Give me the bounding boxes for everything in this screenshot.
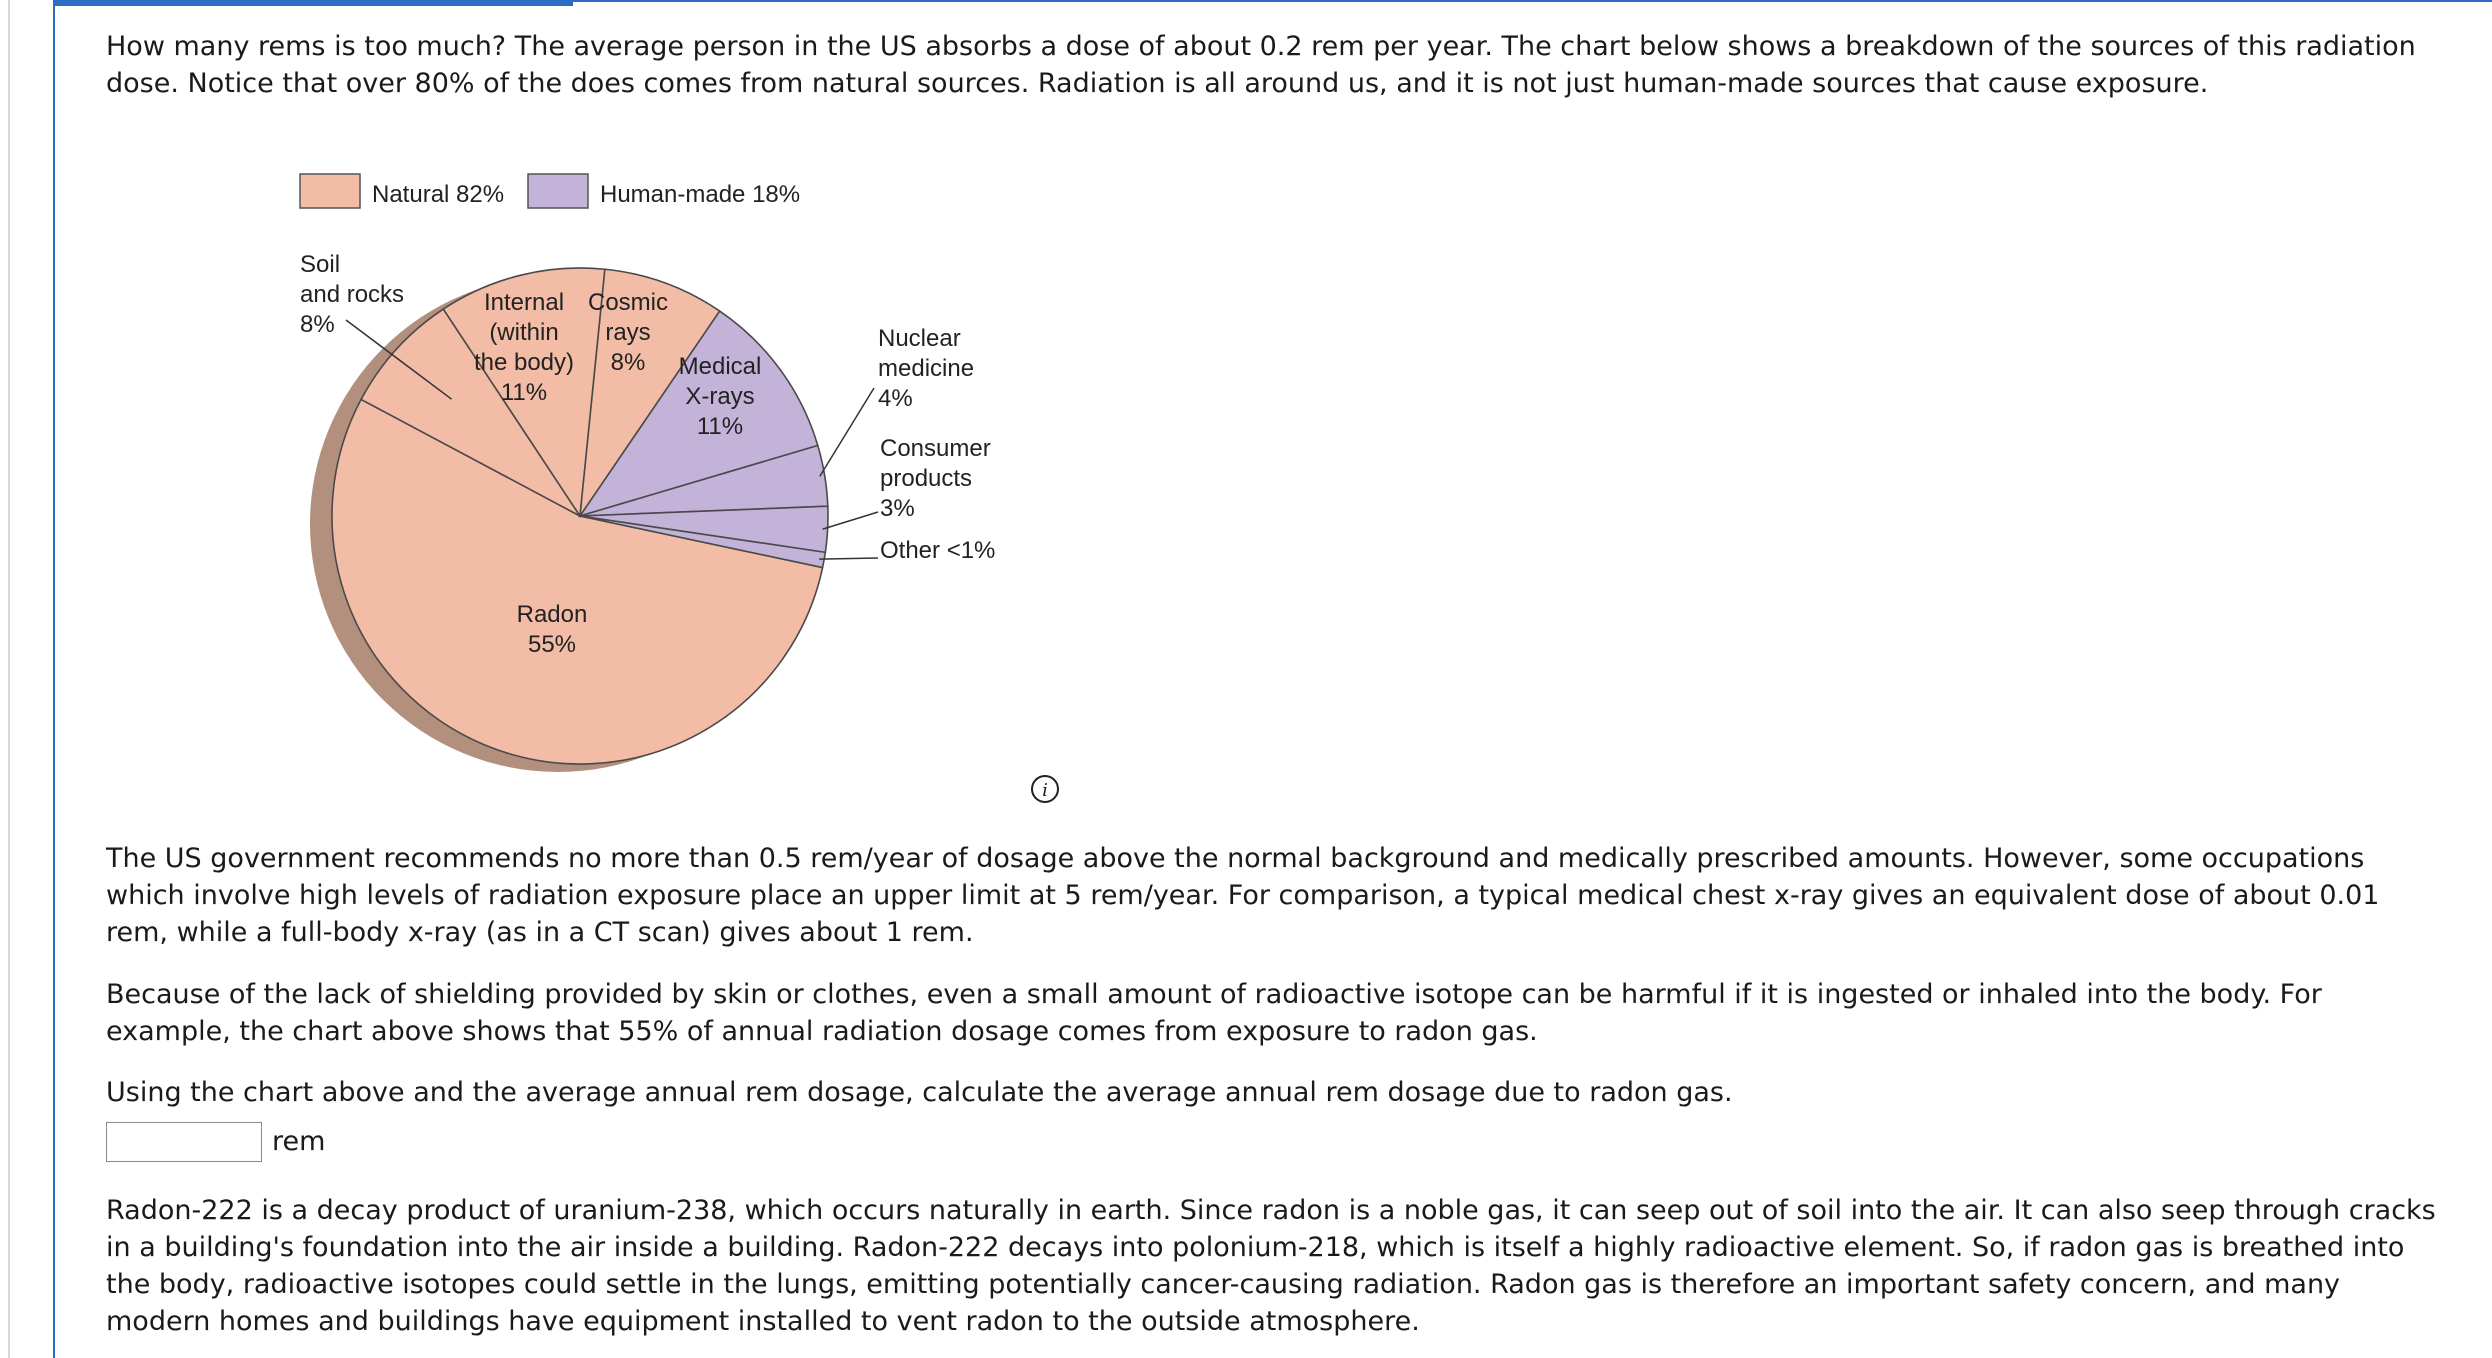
radiation-sources-pie-chart xyxy=(280,160,1040,800)
slice-label-cosmic: Cosmic rays 8% xyxy=(587,289,669,376)
answer-unit-label: rem xyxy=(272,1126,326,1157)
legend-swatch-human_made xyxy=(528,174,588,208)
slice-label-other: Other <1% xyxy=(880,537,996,564)
slice-label-nuclear: Nuclear medicine 4% xyxy=(878,325,975,412)
slice-label-internal: Internal (within the body) 11% xyxy=(473,289,575,406)
slice-label-soil: Soil and rocks 8% xyxy=(300,251,405,338)
leader-line-other xyxy=(819,558,878,559)
leader-line-nuclear xyxy=(820,388,874,476)
progress-accent-bar xyxy=(53,0,573,6)
legend-swatch-natural xyxy=(300,174,360,208)
radon-info-paragraph: Radon-222 is a decay product of uranium-238, which occurs naturally in earth. Since radon is a noble gas, it can seep out of soil into the air. It can also seep through cracks in a building's foundation into the air inside a building. Radon-222 decays into polonium-218, which is itself a highly radioactive element. So, if radon gas is breathed into the body, radioactive isotopes could settle in the lungs, emitting potentially cancer-causing radiation. Radon gas is therefore an important safety concern, and many modern homes and buildings have equipment installed to vent radon to the outside atmosphere. xyxy=(106,1195,2436,1337)
info-icon[interactable] xyxy=(1030,774,1060,804)
question-prompt: Using the chart above and the average annual rem dosage, calculate the average annual rem dosage due to radon gas. xyxy=(106,1077,1733,1108)
legend-label-human_made: Human-made 18% xyxy=(600,181,801,208)
leader-line-consumer xyxy=(823,512,878,529)
slice-label-consumer: Consumer products 3% xyxy=(880,435,991,522)
slice-label-radon: Radon 55% xyxy=(516,601,588,658)
svg-text:i: i xyxy=(1042,780,1048,801)
shielding-paragraph: Because of the lack of shielding provided by skin or clothes, even a small amount of radioactive isotope can be harmful if it is ingested or inhaled into the body. For example, the chart above shows that 55% of annual radiation dosage comes from exposure to radon gas. xyxy=(106,979,2322,1047)
slice-label-xrays: Medical X-rays 11% xyxy=(678,353,762,440)
recommendation-paragraph: The US government recommends no more than 0.5 rem/year of dosage above the normal background and medically prescribed amounts. However, some occupations which involve high levels of radiation exposure place an upper limit at 5 rem/year. For comparison, a typical medical chest x-ray gives an equivalent dose of about 0.01 rem, while a full-body x-ray (as in a CT scan) gives about 1 rem. xyxy=(106,843,2380,948)
legend-label-natural: Natural 82% xyxy=(372,181,505,208)
radon-dose-answer-input[interactable] xyxy=(106,1122,262,1162)
left-page-rule xyxy=(8,0,10,1358)
intro-paragraph: How many rems is too much? The average person in the US absorbs a dose of about 0.2 rem per year. The chart below shows a breakdown of the sources of this radiation dose. Notice that over 80% of the does comes from natural sources. Radiation is all around us, and it is not just human-made sources that cause exposure. xyxy=(106,31,2416,99)
